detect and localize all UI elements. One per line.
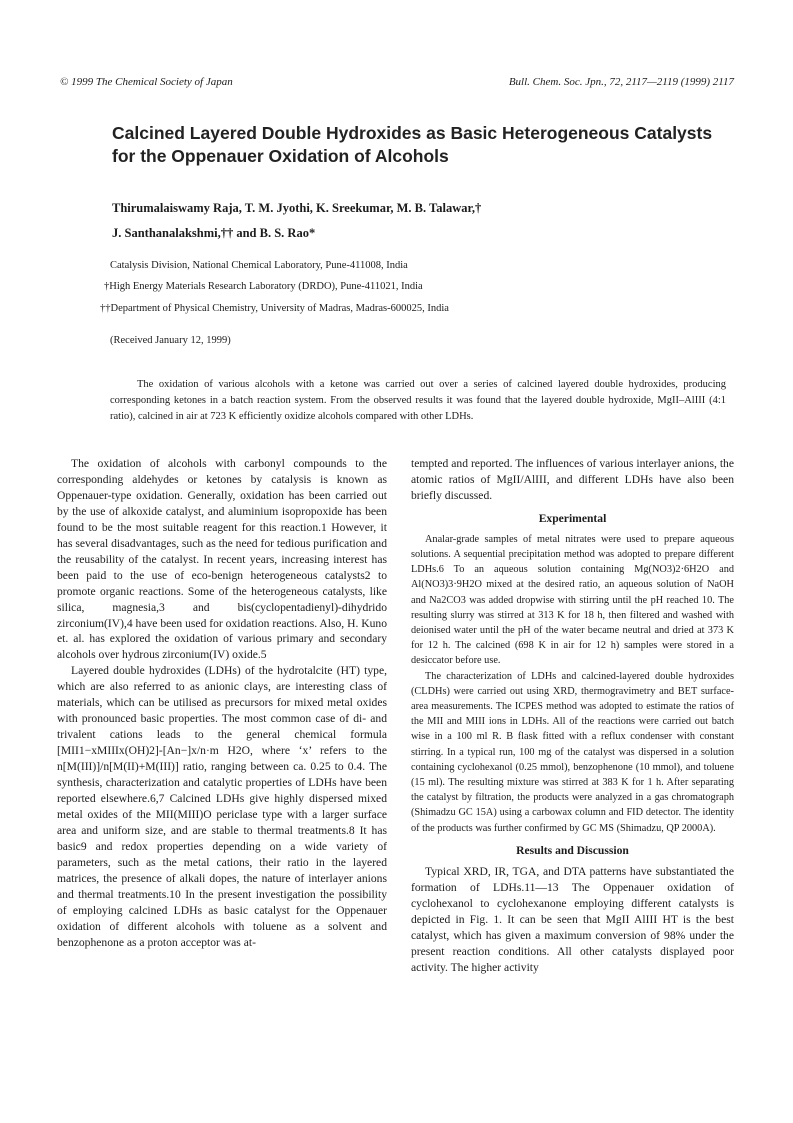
received-date: (Received January 12, 1999) [110,335,231,346]
affiliation-1: Catalysis Division, National Chemical Laboratory, Pune-411008, India [110,260,408,271]
authors-line-1: Thirumalaiswamy Raja, T. M. Jyothi, K. Sreekumar, M. B. Talawar,† [112,201,482,215]
experimental-paragraph-2: The characterization of LDHs and calcined-layered double hydroxides (CLDHs) were carried out using XRD, thermogravimetry and BET surface-area measurements. The ICPES method was adopted to estimate the ratios of the MII and MIII ions in LDHs. All of the reactions were carried out batch wise in a 100 ml R. B flask fitted with a reflux condenser with constant stirring. In a typical run, 100 mg of the catalyst was dispersed in a solution containing cyclohexanol (0.25 mmol), benzophenone (10 mmol), and toluene (15 ml). The resulting mixture was stirred at 383 K for 1 h. After separating the catalyst by filtration, the products were analyzed in a gas chromatograph (Shimadzu GC 15A) using a carbowax column and FID detector. The identity of the products was further confirmed by GC MS (Shimadzu, QP 2000A). [411,670,734,834]
title-line-2: for the Oppenauer Oxidation of Alcohols [112,146,449,166]
running-header-citation: Bull. Chem. Soc. Jpn., 72, 2117—2119 (1999) 2117 [508,76,734,88]
abstract: The oxidation of various alcohols with a ketone was carried out over a series of calcined layered double hydroxides, producing corresponding ketones in a batch reaction system. From the observed results it was found that the layered double hydroxide, MgII–AlIII (4:1 ratio), calcined in air at 723 K efficiently oxidize alcohols compared with other LDHs. [110,379,726,422]
running-header-copyright: © 1999 The Chemical Society of Japan [60,76,233,88]
authors-line-2: J. Santhanalakshmi,†† and B. S. Rao* [112,226,316,240]
section-heading-experimental: Experimental [538,511,607,525]
title-line-1: Calcined Layered Double Hydroxides as Basic Heterogeneous Catalysts [112,123,713,143]
affiliation-3: ††Department of Physical Chemistry, University of Madras, Madras-600025, India [100,303,449,314]
intro-paragraph-2: Layered double hydroxides (LDHs) of the hydrotalcite (HT) type, which are also referred to as anionic clays, are interesting class of materials, which can be utilised as precursors for mixed metal oxides with pronounced basic properties. The most common case of di- and trivalent cations leads to the general chemical formula [MII1−xMIIIx(OH)2]-[An−]x/n·m H2O, where ‘x’ refers to the n[M(III)]/n[M(II)+M(III)] ratio, ranging between ca. 0.25 to 0.4. The synthesis, characterization and catalytic properties of LDHs have been reported elsewhere.6,7 Calcined LDHs give highly dispersed mixed metal oxides of the MII(MIII)O periclase type with a larger surface area and uniform size, and are stable to thermal treatments.8 It has basic9 and redox properties depending on a wide variety of parameters, such as the metal cations, their ratio in the layered matrices, the presence of alkali dopes, the nature of interlayer anions and thermal treatments.10 In the present investigation the possibility of employing calcined LDHs as basic catalyst for the Oppenauer oxidation of different alcohols with toluene as a solvent and benzophenone as a proton acceptor was at- [57,664,387,949]
intro-continuation: tempted and reported. The influences of various interlayer anions, the atomic ratios of MgII/AlIII, and different LDHs have also been briefly discussed. [411,457,734,502]
experimental-paragraph-1: Analar-grade samples of metal nitrates were used to prepare aqueous solutions. A sequential precipitation method was adopted to prepare different LDHs.6 To an aqueous solution containing Mg(NO3)2·6H2O and Al(NO3)3·9H2O mixed at the desired ratio, an aqueous solution of NaOH and Na2CO3 was added dropwise with stirring until the pH reached 10. The resulting slurry was stirred at 313 K for 18 h, then filtered and washed with deionised water until the pH of the water became neutral and dried at 373 K for 12 h. The calcined (698 K in air for 12 h) samples were stored in a desiccator before use. [411,533,734,667]
results-paragraph-1: Typical XRD, IR, TGA, and DTA patterns have substantiated the formation of LDHs.11—13 The Oppenauer oxidation of cyclohexanol to cyclohexanone employing different catalysts is depicted in Fig. 1. It can be seen that MgII AlIII HT is the best catalyst, which has given a maximum conversion of 98% under the present reaction conditions. All other catalysts displayed poor activity. The higher activity [411,864,734,974]
section-heading-results: Results and Discussion [516,843,629,857]
affiliation-2: †High Energy Materials Research Laboratory (DRDO), Pune-411021, India [104,281,423,292]
article-title [112,122,752,168]
intro-paragraph-1: The oxidation of alcohols with carbonyl compounds to the corresponding aldehydes or ketones by catalysis is known as Oppenauer-type oxidation. Generally, oxidation has been carried out by the use of alkoxide catalyst, and aluminium isopropoxide has been found to be the most suitable reagent for this reaction.1 However, it has several disadvantages, such as the need for tedious purification and the reusability of the catalyst. In recent years, increasing interest has been paid to the use of eco-benign heterogeneous catalysts2 to promote organic reactions. Some of the heterogeneous catalysts, like silica, magnesia,3 and bis(cyclopentadienyl)-dihydrido zirconium(IV),4 have been used for oxidation reactions. Also, H. Kuno et. al. has explored the oxidation of various primary and secondary alcohols over hydrous zirconium(IV) oxide.5 [57,457,388,662]
right-column [411,456,734,976]
left-column [57,456,387,951]
